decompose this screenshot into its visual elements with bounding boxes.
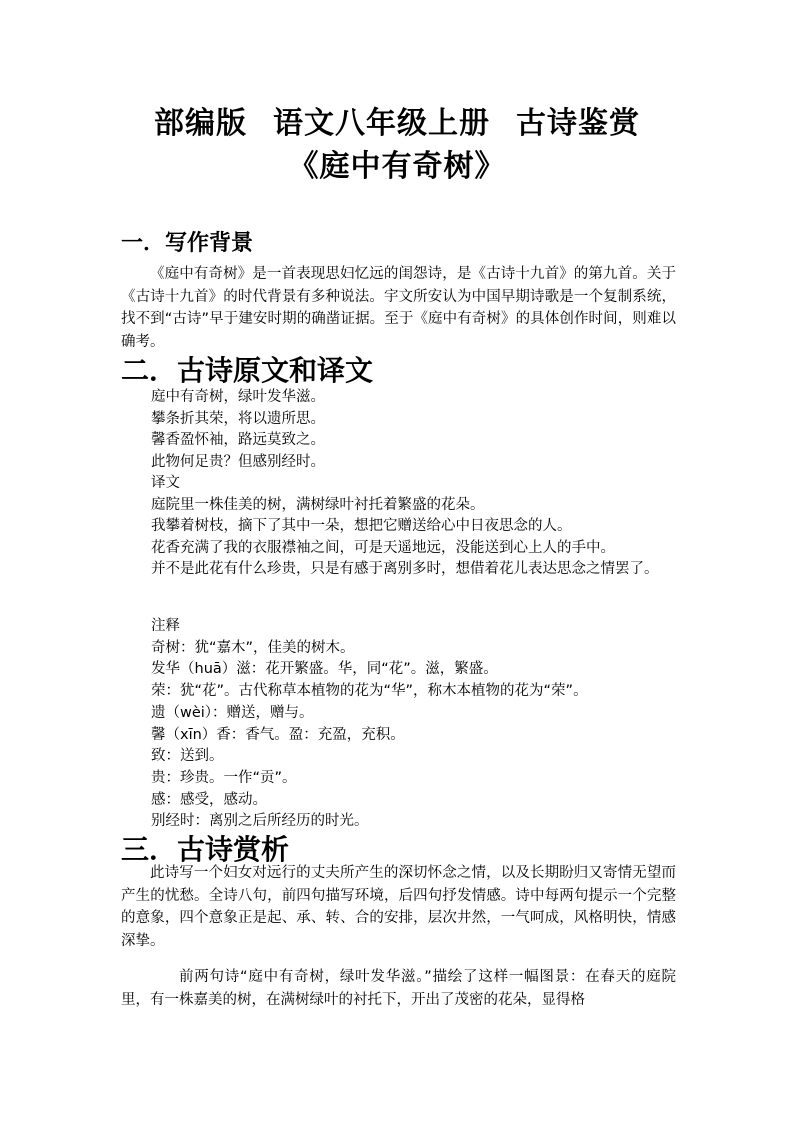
poem-title: 《庭中有奇树》 — [288, 149, 506, 184]
poem-lines — [121, 387, 676, 473]
title-publisher: 部编版 — [154, 106, 247, 141]
title-topic: 古诗鉴赏 — [516, 106, 640, 141]
title-grade: 语文八年级上册 — [273, 106, 490, 141]
translation-label: 译文 — [151, 475, 180, 491]
translation-block — [121, 473, 676, 581]
poem-line: 此物何足贵？但感别经时。 — [151, 453, 325, 470]
note-item: 荣：犹“花”。古代称草本植物的花为“华”，称木本植物的花为“荣”。 — [151, 683, 588, 700]
note-item: 奇树：犹“嘉木”，佳美的树木。 — [151, 639, 355, 656]
background-paragraph: 《庭中有奇树》是一首表现思妇忆远的闺怨诗，是《古诗十九首》的第九首。关于《古诗十九首》的时代背景有多种说法。宇文所安认为中国早期诗歌是一个复制系统，找不到“古诗”早于建安时期的确凿证据。至于《庭中有奇树》的具体创作时间，则难以确考。 — [121, 266, 676, 350]
note-item: 贵：珍贵。一作“贡”。 — [151, 769, 297, 786]
poem-line: 攀条折其荣，将以遗所思。 — [151, 410, 325, 427]
translation-line: 庭院里一株佳美的树，满树绿叶衬托着繁盛的花朵。 — [151, 496, 485, 513]
poem-line: 庭中有奇树，绿叶发华滋。 — [151, 389, 325, 405]
document-title — [0, 98, 794, 142]
note-item: 致：送到。 — [151, 748, 224, 765]
section-heading-background: 一．写作背景 — [121, 230, 254, 256]
notes-block — [121, 616, 676, 833]
translation-line: 并不是此花有什么珍贵，只是有感于离别多时，想借着花儿表达思念之情罢了。 — [151, 561, 659, 577]
note-item: 遗（wèi）：赠送，赠与。 — [151, 704, 314, 721]
note-item: 馨（xīn）香：香气。盈：充盈，充积。 — [151, 726, 405, 743]
poem-line: 馨香盈怀袖，路远莫致之。 — [151, 432, 325, 448]
section-heading-original-text: 二．古诗原文和译文 — [121, 354, 374, 387]
note-item: 感：感受，感动。 — [151, 791, 267, 808]
notes-label: 注释 — [151, 618, 180, 634]
section-heading-appreciation: 三．古诗赏析 — [121, 833, 290, 866]
appreciation-paragraph-1: 此诗写一个妇女对远行的丈夫所产生的深切怀念之情，以及长期盼归又寄情无望而产生的忧愁。全诗八句，前四句描写环境，后四句抒发情感。诗中每两句提示一个完整的意象，四个意象正是起、承、转、合的安排，层次井然，一气呵成，风格明快，情感深挚。 — [121, 865, 676, 949]
translation-line: 花香充满了我的衣服襟袖之间，可是天遥地远，没能送到心上人的手中。 — [151, 539, 615, 556]
note-item: 发华（huā）滋：花开繁盛。华，同“花”。滋，繁盛。 — [151, 661, 498, 678]
note-item: 别经时：离别之后所经历的时光。 — [151, 813, 369, 830]
appreciation-paragraph-2: 前两句诗“庭中有奇树，绿叶发华滋。”描绘了这样一幅图景：在春天的庭院里，有一株嘉美的树，在满树绿叶的衬托下，开出了茂密的花朵，显得格 — [121, 969, 676, 1008]
translation-line: 我攀着树枝，摘下了其中一朵，想把它赠送给心中日夜思念的人。 — [151, 518, 572, 534]
